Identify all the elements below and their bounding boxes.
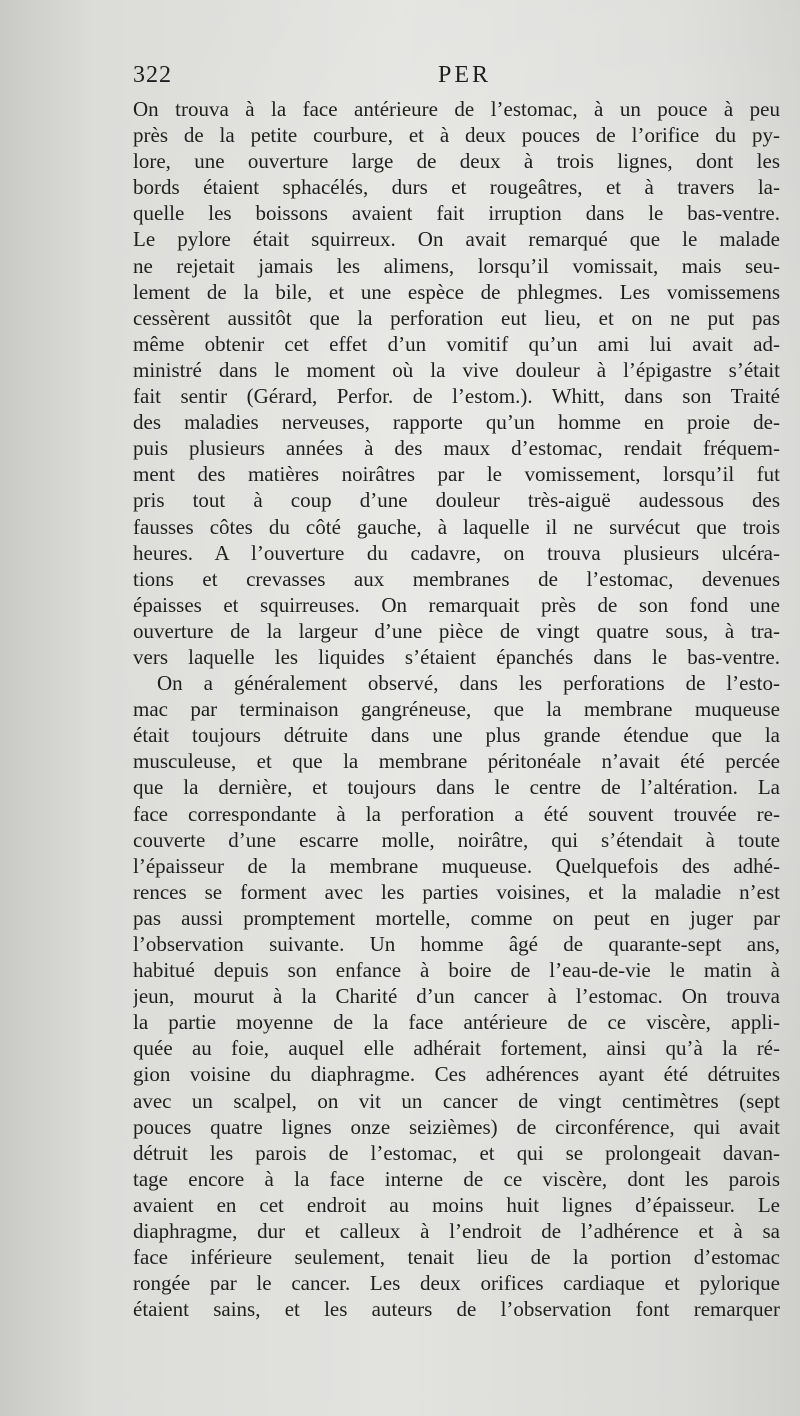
- text-line: avaient en cet endroit au moins huit lignes d’épaisseur. Le: [133, 1192, 780, 1217]
- text-line: pris tout à coup d’une douleur très-aiguë audessous des: [133, 488, 780, 513]
- text-line: quée au foie, auquel elle adhérait fortement, ainsi qu’à la ré-: [133, 1036, 780, 1061]
- text-line: couverte d’une escarre molle, noirâtre, qui s’étendait à toute: [133, 827, 780, 852]
- text-line: diaphragme, dur et calleux à l’endroit de l’adhérence et à sa: [133, 1219, 780, 1244]
- page-number: 322: [133, 62, 172, 88]
- running-head: [133, 62, 780, 96]
- text-line: la partie moyenne de la face antérieure de ce viscère, appli-: [133, 1010, 780, 1035]
- text-line: habitué depuis son enfance à boire de l’eau-de-vie le matin à: [133, 958, 780, 983]
- text-line: rences se forment avec les parties voisines, et la maladie n’est: [133, 879, 780, 904]
- text-line: rongée par le cancer. Les deux orifices cardiaque et pylorique: [133, 1271, 780, 1296]
- text-line: Le pylore était squirreux. On avait remarqué que le malade: [133, 227, 780, 252]
- text-line: On trouva à la face antérieure de l’estomac, à un pouce à peu: [133, 97, 780, 121]
- text-line: tions et crevasses aux membranes de l’estomac, devenues: [133, 566, 780, 591]
- body-text: [133, 96, 780, 1322]
- text-line: On a généralement observé, dans les perforations de l’esto-: [157, 671, 780, 696]
- text-line: fait sentir (Gérard, Perfor. de l’estom.). Whitt, dans son Traité: [133, 384, 780, 409]
- text-line: étaient sains, et les auteurs de l’observation font remarquer: [133, 1297, 780, 1322]
- text-line: ouverture de la largeur d’une pièce de vingt quatre sous, à tra-: [133, 618, 780, 643]
- text-line: tage encore à la face interne de ce viscère, dont les parois: [133, 1166, 780, 1191]
- text-line: gion voisine du diaphragme. Ces adhérences ayant été détruites: [133, 1062, 780, 1087]
- text-line: heures. A l’ouverture du cadavre, on trouva plusieurs ulcéra-: [133, 540, 780, 565]
- running-head-title: PER: [438, 62, 492, 88]
- text-line: détruit les parois de l’estomac, et qui se prolongeait davan-: [133, 1140, 780, 1165]
- text-line: que la dernière, et toujours dans le centre de l’altération. La: [133, 775, 780, 800]
- text-line: pas aussi promptement mortelle, comme on peut en juger par: [133, 905, 780, 930]
- text-line: était toujours détruite dans une plus grande étendue que la: [133, 723, 780, 748]
- text-line: lement de la bile, et une espèce de phlegmes. Les vomissemens: [133, 279, 780, 304]
- text-line: fausses côtes du côté gauche, à laquelle il ne survécut que trois: [133, 514, 780, 539]
- text-line: avec un scalpel, on vit un cancer de vingt centimètres (sept: [133, 1088, 780, 1113]
- text-line: cessèrent aussitôt que la perforation eut lieu, et on ne put pas: [133, 305, 780, 330]
- text-line: jeun, mourut à la Charité d’un cancer à l’estomac. On trouva: [133, 984, 780, 1009]
- text-line: lore, une ouverture large de deux à trois lignes, dont les: [133, 149, 780, 174]
- text-line: même obtenir cet effet d’un vomitif qu’un ami lui avait ad-: [133, 331, 780, 356]
- text-line: des maladies nerveuses, rapporte qu’un homme en proie de-: [133, 410, 780, 435]
- text-line: face inférieure seulement, tenait lieu de la portion d’estomac: [133, 1245, 780, 1270]
- text-line: musculeuse, et que la membrane péritonéale n’avait été percée: [133, 749, 780, 774]
- text-line: ministré dans le moment où la vive douleur à l’épigastre s’était: [133, 357, 780, 382]
- text-line: vers laquelle les liquides s’étaient épanchés dans le bas-ventre.: [133, 644, 780, 669]
- text-line: face correspondante à la perforation a été souvent trouvée re-: [133, 801, 780, 826]
- text-line: ment des matières noirâtres par le vomissement, lorsqu’il fut: [133, 462, 780, 487]
- text-line: bords étaient sphacélés, durs et rougeâtres, et à travers la-: [133, 175, 780, 200]
- text-line: l’épaisseur de la membrane muqueuse. Quelquefois des adhé-: [133, 853, 780, 878]
- text-line: près de la petite courbure, et à deux pouces de l’orifice du py-: [133, 123, 780, 148]
- text-line: pouces quatre lignes onze seizièmes) de circonférence, qui avait: [133, 1114, 780, 1139]
- text-line: quelle les boissons avaient fait irruption dans le bas-ventre.: [133, 201, 780, 226]
- text-line: puis plusieurs années à des maux d’estomac, rendait fréquem-: [133, 436, 780, 461]
- text-line: épaisses et squirreuses. On remarquait près de son fond une: [133, 592, 780, 617]
- text-line: l’observation suivante. Un homme âgé de quarante-sept ans,: [133, 932, 780, 956]
- text-line: ne rejetait jamais les alimens, lorsqu’il vomissait, mais seu-: [133, 253, 780, 278]
- text-line: mac par terminaison gangréneuse, que la membrane muqueuse: [133, 697, 780, 722]
